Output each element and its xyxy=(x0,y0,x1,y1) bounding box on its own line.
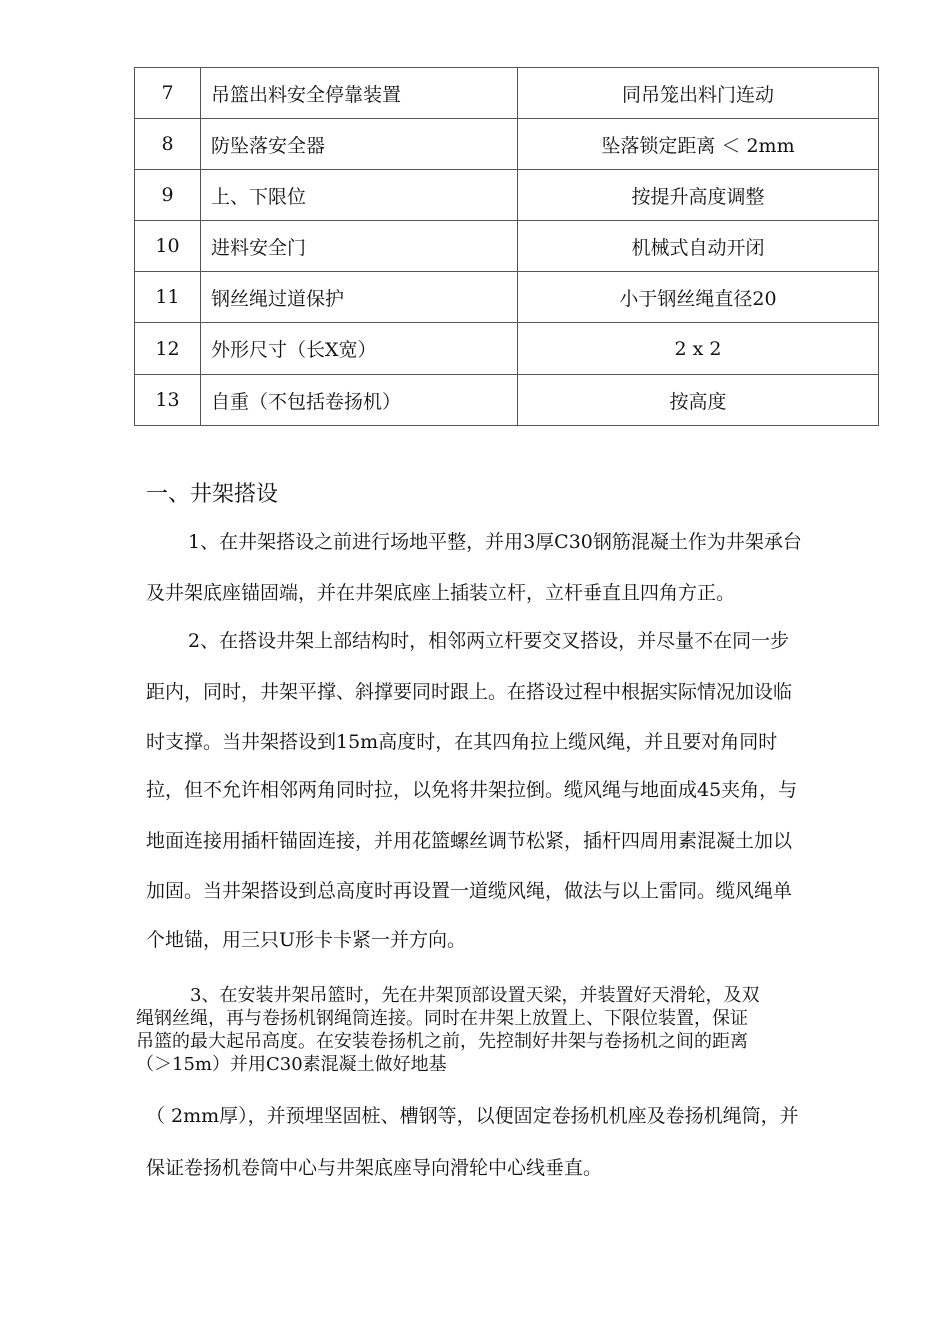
paragraph-line: （ 2mm厚），并预埋坚固桩、槽钢等，以便固定卷扬机机座及卷扬机绳筒，并 xyxy=(146,1105,799,1127)
row-number: 13 xyxy=(135,375,201,426)
table-row xyxy=(135,68,879,119)
paragraph-line: 保证卷扬机卷筒中心与井架底座导向滑轮中心线垂直。 xyxy=(146,1157,603,1179)
row-item: 外形尺寸（长X宽） xyxy=(201,323,518,375)
table-row xyxy=(135,221,879,272)
paragraph-line: 地面连接用插杆锚固连接，并用花篮螺丝调节松紧，插杆四周用素混凝土加以 xyxy=(146,830,793,852)
row-item: 上、下限位 xyxy=(201,170,518,221)
paragraph-line: 及井架底座锚固端，并在井架底座上插装立杆，立杆垂直且四角方正。 xyxy=(146,582,736,604)
paragraph-line: 个地锚，用三只U形卡卡紧一并方向。 xyxy=(146,929,467,951)
row-value: 小于钢丝绳直径20 xyxy=(518,272,879,323)
table-row xyxy=(135,272,879,323)
row-value: 坠落锁定距离 ＜ 2mm xyxy=(518,119,879,170)
row-value: 按提升高度调整 xyxy=(518,170,879,221)
table-row xyxy=(135,375,879,426)
row-item: 吊篮出料安全停靠装置 xyxy=(201,68,518,119)
row-item: 防坠落安全器 xyxy=(201,119,518,170)
row-item: 钢丝绳过道保护 xyxy=(201,272,518,323)
paragraph-line: 距内，同时，井架平撑、斜撑要同时跟上。在搭设过程中根据实际情况加设临 xyxy=(146,681,793,703)
section-heading: 一、井架搭设 xyxy=(146,482,279,507)
row-number: 11 xyxy=(135,272,201,323)
table-row xyxy=(135,170,879,221)
paragraph-line: 绳钢丝绳，再与卷扬机钢绳筒连接。同时在井架上放置上、下限位装置，保证 xyxy=(136,1008,748,1029)
paragraph-line: 拉，但不允许相邻两角同时拉，以免将井架拉倒。缆风绳与地面成45夹角，与 xyxy=(146,779,798,801)
table-row xyxy=(135,119,879,170)
paragraph-line: 吊篮的最大起吊高度。在安装卷扬机之前，先控制好井架与卷扬机之间的距离 xyxy=(136,1031,748,1052)
row-number: 8 xyxy=(135,119,201,170)
row-number: 7 xyxy=(135,68,201,119)
row-item: 进料安全门 xyxy=(201,221,518,272)
paragraph-line: （＞15m）并用C30素混凝土做好地基 xyxy=(136,1054,447,1075)
row-number: 10 xyxy=(135,221,201,272)
row-value: 机械式自动开闭 xyxy=(518,221,879,272)
row-number: 9 xyxy=(135,170,201,221)
row-value: 2 x 2 xyxy=(518,323,879,375)
paragraph-line: 加固。当井架搭设到总高度时再设置一道缆风绳，做法与以上雷同。缆风绳单 xyxy=(146,880,793,902)
paragraph-line: 3、在安装井架吊篮时，先在井架顶部设置天梁，并装置好天滑轮，及双 xyxy=(190,985,760,1006)
row-item: 自重（不包括卷扬机） xyxy=(201,375,518,426)
paragraph-line: 时支撑。当井架搭设到15m高度时，在其四角拉上缆风绳，并且要对角同时 xyxy=(146,731,778,753)
row-value: 同吊笼出料门连动 xyxy=(518,68,879,119)
spec-table xyxy=(134,67,879,426)
table-row xyxy=(135,323,879,375)
row-number: 12 xyxy=(135,323,201,375)
paragraph-line: 1、在井架搭设之前进行场地平整，并用3厚C30钢筋混凝土作为井架承台 xyxy=(188,531,802,553)
row-value: 按高度 xyxy=(518,375,879,426)
paragraph-line: 2、在搭设井架上部结构时，相邻两立杆要交叉搭设，并尽量不在同一步 xyxy=(188,630,790,652)
